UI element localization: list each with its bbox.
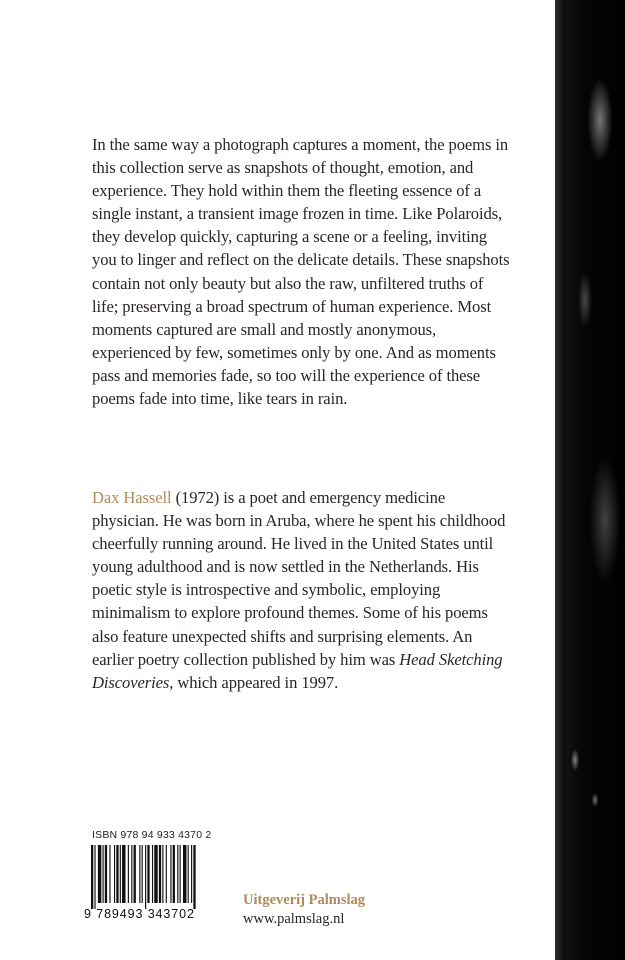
barcode-bar	[177, 845, 178, 903]
barcode-bar	[91, 845, 93, 909]
barcode-bar	[109, 845, 110, 903]
barcode-bar	[191, 845, 192, 903]
blurb-paragraph: In the same way a photograph captures a moment, the poems in this collection serve as snapshots of thought, emotion, and experience. They hold within them the fleeting essence of a single instant, a transient image frozen in time. Like Polaroids, they develop quickly, capturing a scene or a feeling, inviting you to linger and reflect on the delicate details. These snapshots contain not only beauty but also the raw, unfiltered truths of life; preserving a broad spectrum of human experience. Most moments captured are small and mostly anonymous, experienced by few, sometimes only by one. And as moments pass and memories fade, so too will the experience of these poems fade into time, like tears in rain.	[92, 135, 510, 409]
barcode-bar	[120, 845, 121, 903]
barcode-bar	[180, 845, 181, 903]
barcode-bar	[154, 845, 157, 903]
barcode-bar	[142, 845, 143, 903]
barcode-bar	[131, 845, 132, 903]
barcode-bar	[170, 845, 171, 903]
author-bio	[92, 486, 512, 694]
barcode-bar	[159, 845, 161, 903]
barcode-bar	[122, 845, 125, 903]
barcode-bar	[134, 845, 136, 903]
isbn-label: ISBN 978 94 933 4370 2	[92, 829, 212, 841]
barcode-bar	[166, 845, 167, 903]
barcode-bar	[188, 845, 189, 903]
barcode-bar	[152, 845, 153, 903]
publisher-name: Uitgeverij Palmslag	[243, 892, 366, 908]
barcode-bar	[193, 845, 195, 909]
barcode-bar	[105, 845, 107, 903]
earlier-collection-title: Head Sketching Discoveries	[92, 649, 503, 692]
barcode-bar	[103, 845, 104, 903]
barcode-bar	[147, 845, 149, 903]
publisher-website: www.palmslag.nl	[243, 911, 345, 927]
barcode-bar	[94, 845, 95, 909]
bio-end: , which appeared in 1997.	[169, 672, 339, 692]
barcode-bar	[183, 845, 186, 903]
photo-edge	[555, 0, 625, 960]
author-name: Dax Hassell	[92, 488, 172, 507]
barcode-bar	[145, 845, 146, 909]
barcode-bar	[173, 845, 175, 903]
barcode-bar	[114, 845, 115, 903]
barcode-bar	[116, 845, 118, 903]
barcode-bar	[139, 845, 140, 903]
barcode-bar	[98, 845, 101, 903]
barcode-bar	[162, 845, 163, 903]
bio-text: (1972) is a poet and emergency medicine physician. He was born in Aruba, where he spent his childhood cheerfully running around. He lived in the United States until young adulthood and is now settled in the Netherlands. His poetic style is introspective and symbolic, employing minimalism to explore profound themes. Some of his poems also feature unexpected shifts and surprising elements. An earlier poetry collection published by him was	[92, 488, 506, 669]
barcode-digits: 9 789493 343702	[84, 907, 195, 921]
barcode-bar	[128, 845, 129, 903]
